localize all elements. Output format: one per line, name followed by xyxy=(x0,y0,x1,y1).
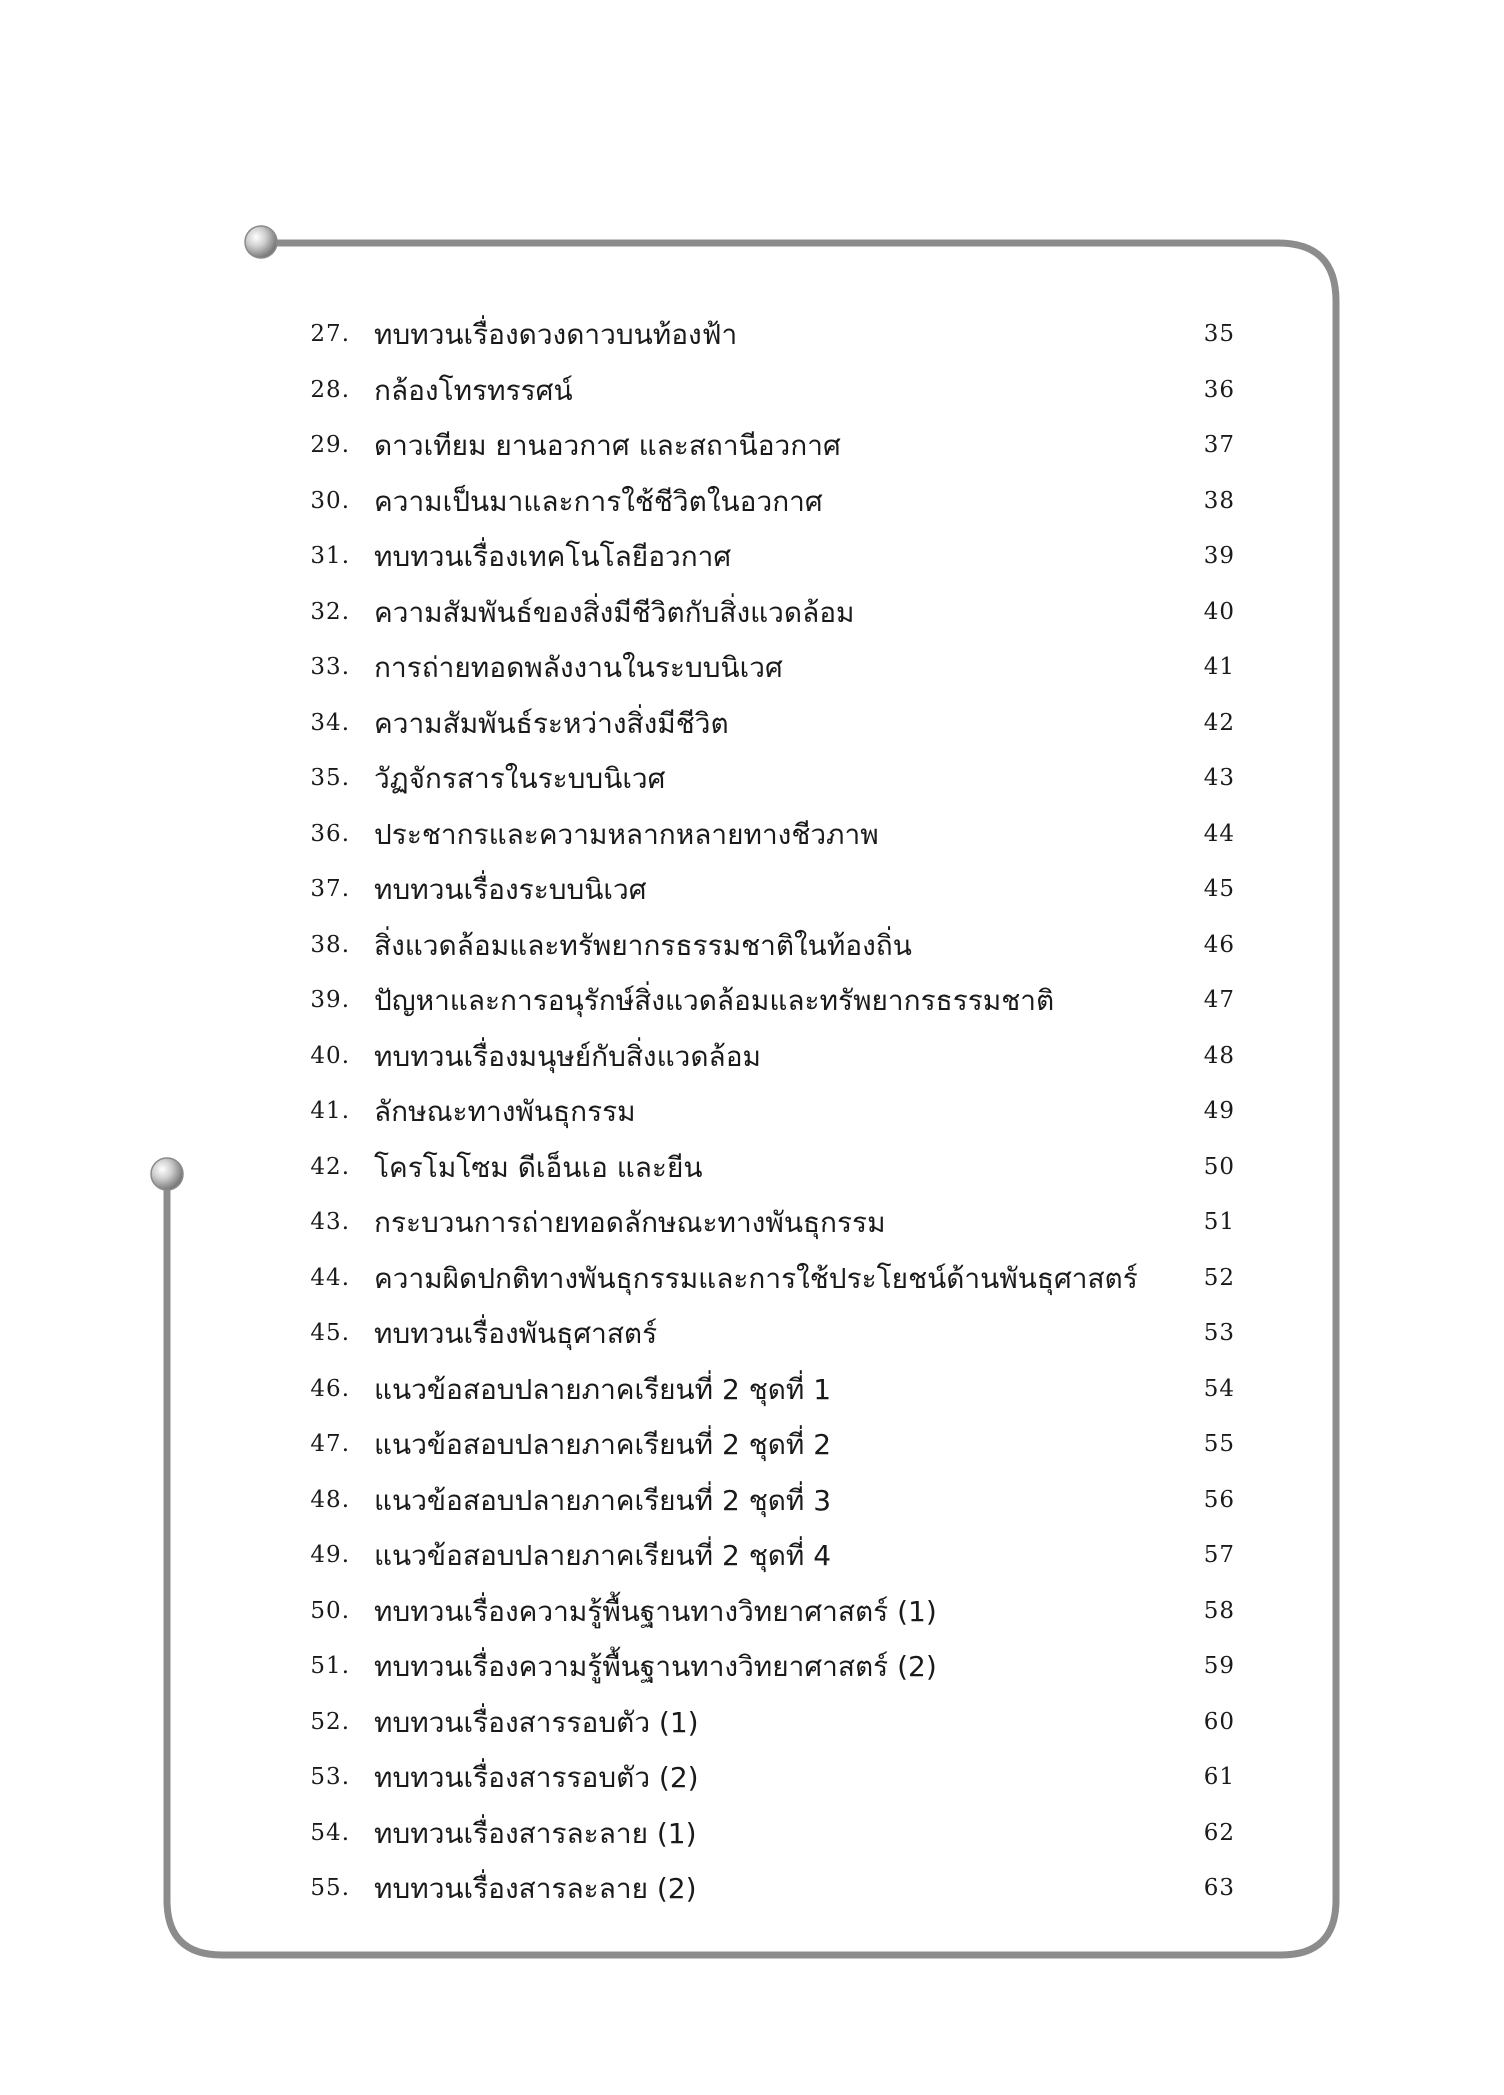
toc-entry-page: 59 xyxy=(1203,1653,1235,1679)
toc-entry-number: 28. xyxy=(310,376,350,403)
toc-entry-title: ทบทวนเรื่องความรู้พื้นฐานทางวิทยาศาสตร์ (1) xyxy=(374,1594,937,1628)
toc-entry xyxy=(290,1306,1235,1362)
toc-entry-number: 40. xyxy=(310,1042,350,1069)
toc-entry-number: 48. xyxy=(310,1486,350,1513)
toc-entry-page: 53 xyxy=(1203,1320,1235,1346)
toc-entry-page: 48 xyxy=(1203,1042,1235,1069)
toc-entry-title: สิ่งแวดล้อมและทรัพยากรธรรมชาติในท้องถิ่น xyxy=(374,928,912,962)
toc-entry-page: 62 xyxy=(1203,1819,1235,1846)
toc-entry xyxy=(290,1251,1235,1307)
toc-entry-page: 55 xyxy=(1203,1431,1235,1457)
toc-entry-page: 35 xyxy=(1203,321,1235,347)
toc-entry-number: 54. xyxy=(310,1819,350,1846)
toc-entry-number: 38. xyxy=(310,931,350,958)
toc-entry xyxy=(290,1195,1235,1251)
toc-entry xyxy=(290,1473,1235,1529)
toc-entry-page: 58 xyxy=(1203,1597,1235,1624)
toc-entry-number: 44. xyxy=(310,1264,350,1291)
toc-entry-number: 27. xyxy=(310,321,350,347)
toc-entry-number: 36. xyxy=(310,820,350,847)
toc-entry xyxy=(290,1084,1235,1140)
toc-entry-number: 46. xyxy=(310,1375,350,1402)
toc-entry xyxy=(290,1140,1235,1196)
toc-entry xyxy=(290,1695,1235,1751)
toc-entry-number: 43. xyxy=(310,1209,350,1235)
frame-ball-left xyxy=(151,1158,183,1190)
toc-entry xyxy=(290,1750,1235,1806)
toc-entry-number: 42. xyxy=(310,1153,350,1180)
toc-entry-page: 60 xyxy=(1203,1708,1235,1735)
toc-entry xyxy=(290,918,1235,974)
toc-entry xyxy=(290,1861,1235,1917)
toc-entry-number: 37. xyxy=(310,876,350,902)
toc-entry-title: แนวข้อสอบปลายภาคเรียนที่ 2 ชุดที่ 2 xyxy=(374,1428,832,1461)
toc-entry-number: 35. xyxy=(310,765,350,791)
toc-entry-page: 47 xyxy=(1203,987,1235,1013)
toc-entry-number: 53. xyxy=(310,1764,350,1790)
toc-entry-number: 49. xyxy=(310,1542,350,1568)
toc-entry-number: 34. xyxy=(310,709,350,736)
toc-entry-number: 51. xyxy=(310,1653,350,1679)
toc-entry xyxy=(290,529,1235,585)
toc-entry xyxy=(290,640,1235,696)
toc-entry-title: แนวข้อสอบปลายภาคเรียนที่ 2 ชุดที่ 4 xyxy=(374,1539,832,1572)
toc-entry-title: ทบทวนเรื่องระบบนิเวศ xyxy=(374,873,647,906)
toc-entry xyxy=(290,1417,1235,1473)
toc-entry-page: 42 xyxy=(1203,709,1235,736)
toc-entry xyxy=(290,1362,1235,1418)
toc-entry-number: 29. xyxy=(310,432,350,458)
toc-entry-title: แนวข้อสอบปลายภาคเรียนที่ 2 ชุดที่ 1 xyxy=(374,1372,832,1406)
toc-entry-page: 49 xyxy=(1203,1098,1235,1124)
toc-entry-title: ทบทวนเรื่องสารรอบตัว (1) xyxy=(374,1705,699,1739)
toc-entry-page: 36 xyxy=(1203,376,1235,403)
toc-entry-title: ทบทวนเรื่องดวงดาวบนท้องฟ้า xyxy=(374,318,738,351)
toc-entry-page: 51 xyxy=(1203,1209,1235,1235)
toc-entry-title: ทบทวนเรื่องสารรอบตัว (2) xyxy=(374,1761,699,1794)
toc-entry-title: ทบทวนเรื่องพันธุศาสตร์ xyxy=(374,1317,658,1350)
toc-entry xyxy=(290,973,1235,1029)
frame-ball-top xyxy=(245,226,277,258)
toc-entry xyxy=(290,1528,1235,1584)
toc-entry-title: ปัญหาและการอนุรักษ์สิ่งแวดล้อมและทรัพยากรธรรมชาติ xyxy=(374,984,1055,1017)
toc-entry xyxy=(290,1029,1235,1085)
toc-entry xyxy=(290,474,1235,530)
table-of-contents xyxy=(290,307,1235,1917)
toc-entry xyxy=(290,807,1235,863)
toc-entry-title: ทบทวนเรื่องสารละลาย (1) xyxy=(374,1816,697,1850)
toc-entry-number: 52. xyxy=(310,1708,350,1735)
toc-entry-number: 30. xyxy=(310,487,350,514)
toc-entry xyxy=(290,1639,1235,1695)
toc-entry-page: 41 xyxy=(1203,654,1235,680)
toc-entry-title: กล้องโทรทรรศน์ xyxy=(374,373,573,407)
toc-entry-page: 63 xyxy=(1203,1875,1235,1901)
toc-entry-title: ทบทวนเรื่องสารละลาย (2) xyxy=(374,1872,697,1905)
toc-entry-page: 37 xyxy=(1203,432,1235,458)
toc-entry-number: 31. xyxy=(310,543,350,569)
toc-entry-title: ทบทวนเรื่องมนุษย์กับสิ่งแวดล้อม xyxy=(374,1039,761,1073)
toc-entry xyxy=(290,363,1235,419)
toc-entry-title: แนวข้อสอบปลายภาคเรียนที่ 2 ชุดที่ 3 xyxy=(374,1483,832,1517)
toc-entry xyxy=(290,862,1235,918)
toc-entry-page: 40 xyxy=(1203,598,1235,625)
toc-entry-title: โครโมโซม ดีเอ็นเอ และยีน xyxy=(374,1150,703,1184)
toc-entry-page: 46 xyxy=(1203,931,1235,958)
toc-entry-page: 44 xyxy=(1203,820,1235,847)
toc-entry-title: ความสัมพันธ์ของสิ่งมีชีวิตกับสิ่งแวดล้อม xyxy=(374,595,855,629)
toc-entry-title: ความเป็นมาและการใช้ชีวิตในอวกาศ xyxy=(374,484,823,518)
toc-entry-number: 41. xyxy=(310,1098,350,1124)
toc-entry-page: 61 xyxy=(1203,1764,1235,1790)
toc-entry-number: 33. xyxy=(310,654,350,680)
toc-entry xyxy=(290,418,1235,474)
toc-entry-page: 39 xyxy=(1203,543,1235,569)
toc-entry-title: ดาวเทียม ยานอวกาศ และสถานีอวกาศ xyxy=(374,429,841,462)
toc-entry xyxy=(290,1806,1235,1862)
toc-entry-title: ความสัมพันธ์ระหว่างสิ่งมีชีวิต xyxy=(374,706,729,740)
toc-entry-page: 52 xyxy=(1203,1264,1235,1291)
toc-entry-number: 50. xyxy=(310,1597,350,1624)
toc-entry-page: 57 xyxy=(1203,1542,1235,1568)
toc-entry-page: 43 xyxy=(1203,765,1235,791)
toc-entry-title: การถ่ายทอดพลังงานในระบบนิเวศ xyxy=(374,651,783,684)
toc-entry-number: 32. xyxy=(310,598,350,625)
toc-entry-title: ประชากรและความหลากหลายทางชีวภาพ xyxy=(374,817,879,851)
toc-entry-number: 55. xyxy=(310,1875,350,1901)
toc-entry-title: วัฏจักรสารในระบบนิเวศ xyxy=(374,762,666,795)
toc-entry xyxy=(290,585,1235,641)
toc-entry-page: 45 xyxy=(1203,876,1235,902)
toc-entry xyxy=(290,307,1235,363)
toc-entry-page: 38 xyxy=(1203,487,1235,514)
toc-entry-page: 54 xyxy=(1203,1375,1235,1402)
toc-entry-page: 50 xyxy=(1203,1153,1235,1180)
toc-entry-title: ทบทวนเรื่องความรู้พื้นฐานทางวิทยาศาสตร์ (2) xyxy=(374,1650,937,1683)
toc-entry xyxy=(290,751,1235,807)
toc-entry-title: ความผิดปกติทางพันธุกรรมและการใช้ประโยชน์ด้านพันธุศาสตร์ xyxy=(374,1261,1138,1295)
toc-entry-title: ทบทวนเรื่องเทคโนโลยีอวกาศ xyxy=(374,540,732,573)
toc-entry-page: 56 xyxy=(1203,1486,1235,1513)
toc-entry-number: 39. xyxy=(310,987,350,1013)
toc-entry-number: 47. xyxy=(310,1431,350,1457)
toc-entry-title: ลักษณะทางพันธุกรรม xyxy=(374,1095,636,1128)
toc-entry-title: กระบวนการถ่ายทอดลักษณะทางพันธุกรรม xyxy=(374,1206,886,1239)
toc-entry xyxy=(290,696,1235,752)
toc-entry-number: 45. xyxy=(310,1320,350,1346)
toc-entry xyxy=(290,1584,1235,1640)
